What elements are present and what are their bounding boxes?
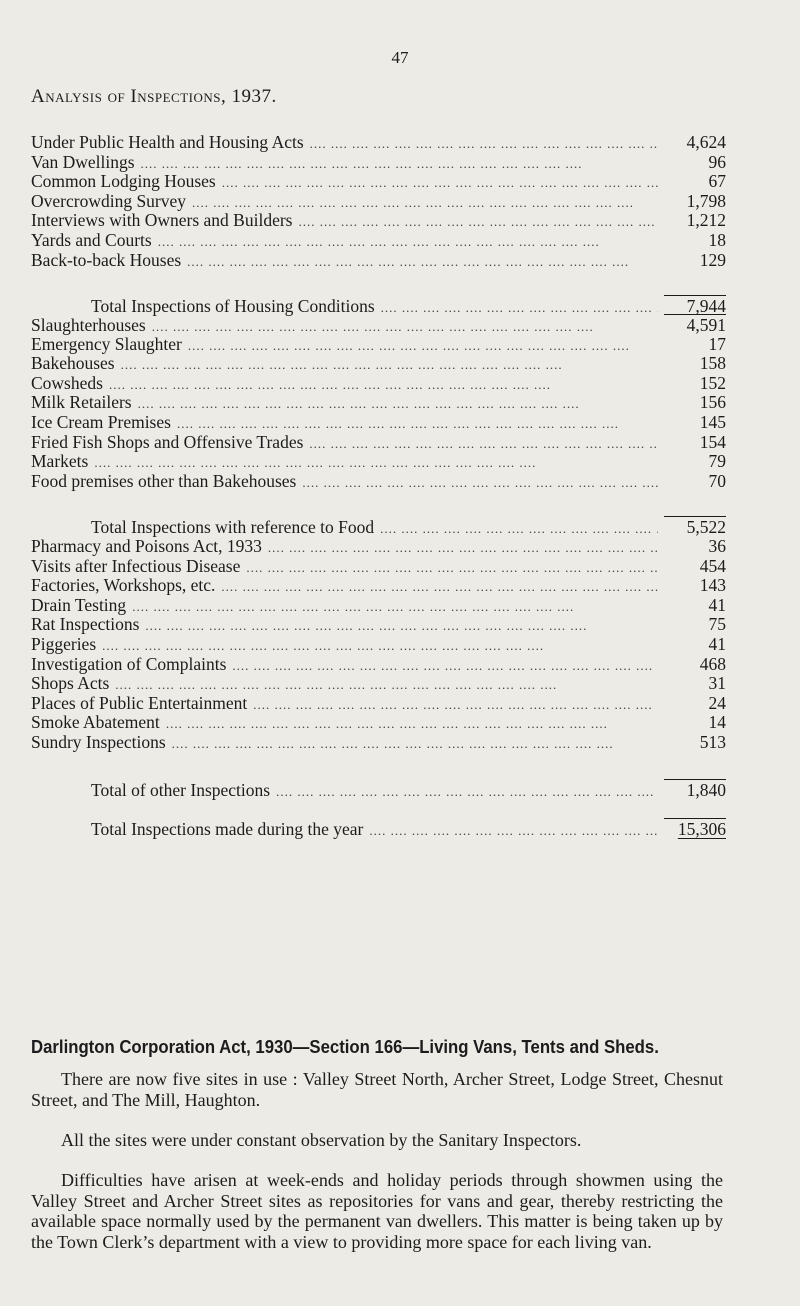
row-value: 152 (699, 372, 726, 393)
total-value: 7,944 (664, 295, 726, 317)
leader-dots (246, 560, 658, 576)
table-row (31, 536, 726, 556)
total-label: Total Inspections of Housing Conditions (91, 296, 375, 317)
table-row (31, 334, 726, 354)
row-value: 75 (708, 614, 726, 635)
table-row (31, 191, 726, 211)
leader-dots (369, 823, 658, 839)
leader-dots (298, 214, 658, 230)
row-value: 36 (708, 536, 726, 556)
table-row (31, 230, 726, 250)
table-row (31, 556, 726, 576)
leader-dots (276, 784, 658, 800)
row-value: 129 (699, 249, 726, 270)
row-label: Van Dwellings (31, 151, 135, 172)
row-label: Markets (31, 451, 89, 472)
leader-dots (172, 736, 658, 752)
paragraph-sites: There are now five sites in use : Valley Street North, Archer Street, Lodge Street, Chesnut Street, and The Mill, Haughton. (31, 1069, 723, 1110)
leader-dots (310, 136, 658, 152)
leader-dots (187, 254, 658, 270)
total-row (31, 516, 726, 536)
row-label: Interviews with Owners and Builders (31, 210, 293, 231)
leader-dots (302, 475, 658, 491)
row-label: Food premises other than Bakehouses (31, 470, 297, 491)
housing-section (31, 132, 726, 315)
row-value: 41 (708, 633, 726, 654)
table-row (31, 732, 726, 752)
leader-dots (158, 234, 658, 250)
leader-dots (188, 338, 658, 354)
table-row (31, 634, 726, 654)
row-label: Milk Retailers (31, 392, 132, 413)
table-row (31, 471, 726, 491)
leader-dots (253, 697, 658, 713)
row-label: Pharmacy and Poisons Act, 1933 (31, 536, 262, 556)
total-label: Total of other Inspections (91, 779, 271, 800)
row-value: 1,212 (686, 210, 726, 231)
table-row (31, 614, 726, 634)
row-value: 468 (699, 653, 726, 674)
leader-dots (380, 521, 658, 537)
row-value: 70 (708, 470, 726, 491)
row-label: Shops Acts (31, 673, 110, 694)
table-row (31, 575, 726, 595)
leader-dots (115, 677, 658, 693)
row-value: 67 (708, 171, 726, 192)
grand-total-value: 15,306 (664, 818, 726, 840)
table-row (31, 693, 726, 713)
row-label: Factories, Workshops, etc. (31, 575, 216, 596)
other-section (31, 536, 726, 838)
row-value: 4,624 (686, 132, 726, 152)
leader-dots (109, 377, 658, 393)
leader-dots (152, 319, 658, 335)
leader-dots (268, 540, 658, 556)
leader-dots (192, 195, 658, 211)
table-row (31, 412, 726, 432)
row-label: Sundry Inspections (31, 731, 166, 752)
page-number: 47 (391, 48, 409, 67)
row-label: Back-to-back Houses (31, 249, 182, 270)
row-value: 41 (708, 594, 726, 615)
food-section (31, 314, 726, 536)
row-value: 18 (708, 229, 726, 250)
table-row (31, 432, 726, 452)
section-subheading: Darlington Corporation Act, 1930—Section 166—Living Vans, Tents and Sheds. (31, 1037, 659, 1057)
table-row (31, 353, 726, 373)
row-label: Under Public Health and Housing Acts (31, 132, 304, 152)
table-row (31, 132, 726, 152)
row-value: 31 (708, 673, 726, 694)
row-label: Smoke Abatement (31, 712, 160, 733)
leader-dots (222, 175, 658, 191)
row-value: 158 (699, 353, 726, 374)
total-value: 1,840 (664, 779, 726, 801)
table-row (31, 392, 726, 412)
table-row (31, 712, 726, 732)
row-label: Overcrowding Survey (31, 190, 187, 211)
row-value: 143 (699, 575, 726, 596)
leader-dots (94, 455, 658, 471)
leader-dots (132, 599, 658, 615)
row-label: Fried Fish Shops and Offensive Trades (31, 431, 304, 452)
page-heading: Analysis of Inspections, 1937. (31, 86, 277, 107)
row-label: Ice Cream Premises (31, 411, 171, 432)
table-row (31, 654, 726, 674)
table-row (31, 451, 726, 471)
total-label: Total Inspections with reference to Food (91, 517, 375, 538)
row-label: Visits after Infectious Disease (31, 555, 241, 576)
leader-dots (221, 579, 658, 595)
grand-total-label: Total Inspections made during the year (91, 819, 364, 840)
leader-dots (121, 357, 658, 373)
table-row (31, 250, 726, 270)
row-label: Common Lodging Houses (31, 171, 216, 192)
row-value: 17 (708, 333, 726, 354)
table-row (31, 171, 726, 191)
row-label: Places of Public Entertainment (31, 692, 248, 713)
table-row (31, 152, 726, 172)
row-value: 1,798 (686, 190, 726, 211)
grand-total-row (31, 818, 726, 838)
leader-dots (102, 638, 658, 654)
row-value: 79 (708, 451, 726, 472)
row-label: Piggeries (31, 633, 97, 654)
leader-dots (232, 658, 658, 674)
row-value: 4,591 (664, 314, 726, 336)
total-row (31, 295, 726, 315)
table-row (31, 314, 726, 334)
row-label: Emergency Slaughter (31, 333, 182, 354)
row-label: Investigation of Complaints (31, 653, 227, 674)
table-row (31, 210, 726, 230)
total-row (31, 779, 726, 799)
paragraph-difficulties: Difficulties have arisen at week-ends and holiday periods through showmen using the Valley Street and Archer Street sites as repositories for vans and gear, thereby restricting the available space normally used by the permanent van dwellers. This matter is being taken up by the Town Clerk’s department with a view to providing more space for each living van. (31, 1170, 723, 1252)
row-label: Cowsheds (31, 372, 103, 393)
leader-dots (166, 716, 658, 732)
row-label: Yards and Courts (31, 229, 152, 250)
row-label: Rat Inspections (31, 614, 140, 635)
leader-dots (177, 416, 658, 432)
row-value: 24 (708, 692, 726, 713)
leader-dots (141, 156, 658, 172)
row-value: 156 (699, 392, 726, 413)
row-value: 96 (708, 151, 726, 172)
row-label: Slaughterhouses (31, 315, 146, 335)
row-label: Bakehouses (31, 353, 115, 374)
total-value: 5,522 (664, 516, 726, 538)
leader-dots (309, 436, 658, 452)
row-value: 14 (708, 712, 726, 733)
paragraph-observation: All the sites were under constant observation by the Sanitary Inspectors. (61, 1130, 582, 1150)
row-value: 454 (699, 555, 726, 576)
row-value: 154 (699, 431, 726, 452)
table-row (31, 673, 726, 693)
row-value: 145 (699, 411, 726, 432)
row-value: 513 (699, 731, 726, 752)
table-row (31, 373, 726, 393)
table-row (31, 595, 726, 615)
leader-dots (145, 618, 658, 634)
leader-dots (138, 396, 658, 412)
row-label: Drain Testing (31, 594, 127, 615)
